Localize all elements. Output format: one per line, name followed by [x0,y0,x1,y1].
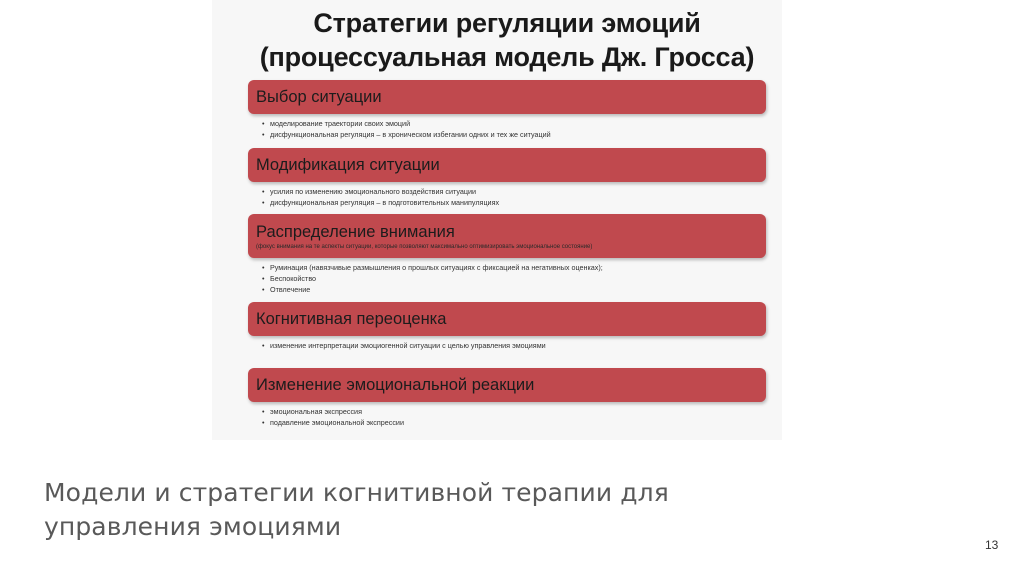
strategy-block [248,368,766,428]
bullet-item: • изменение интерпретации эмоциогенной ситуации с целью управления эмоциями [262,340,766,351]
bullet-item: • дисфункциональная регуляция – в хроническом избегании одних и тех же ситуаций [262,129,766,140]
strategy-bullets [248,258,766,300]
strategy-label: Выбор ситуации [256,87,382,106]
strategy-block [248,302,766,368]
strategy-block [248,148,766,212]
bullet-item: • Руминация (навязчивые размышления о прошлых ситуациях с фиксацией на негативных оценках); [262,262,766,273]
strategy-bar [248,368,766,402]
bullet-item: • Отвлечение [262,284,766,295]
strategy-label: Изменение эмоциональной реакции [256,375,535,394]
strategy-label: Модификация ситуации [256,155,440,174]
page-number: 13 [985,538,999,552]
strategy-note: (фокус внимания на те аспекты ситуации, которые позволяют максимально оптимизировать эмоциональное состояние) [256,243,593,250]
strategy-block [248,214,766,300]
bullet-item: • подавление эмоциональной экспрессии [262,417,766,428]
bullet-item: • эмоциональная экспрессия [262,406,766,417]
strategy-bar [248,148,766,182]
title-line-2: (процессуальная модель Дж. Гросса) [259,42,755,72]
bullet-item: • Беспокойство [262,273,766,284]
strategy-bar [248,302,766,336]
strategy-label: Когнитивная переоценка [256,309,447,328]
strategy-block [248,80,766,144]
bullet-item: • моделирование траектории своих эмоций [262,118,766,129]
bullet-item: • дисфункциональная регуляция – в подготовительных манипуляциях [262,197,766,208]
slide-caption: Модели и стратегии когнитивной терапии для управления эмоциями [44,478,669,541]
slide-title [248,6,766,74]
bullet-item: • усилия по изменению эмоционального воздействия ситуации [262,186,766,197]
strategy-bullets [248,336,766,368]
strategy-bullets [248,182,766,212]
strategy-label: Распределение внимания [256,222,455,241]
strategy-bullets [248,402,766,428]
slide-image [212,0,782,440]
strategy-bullets [248,114,766,144]
strategy-bar [248,80,766,114]
strategy-bar [248,214,766,258]
title-line-1: Стратегии регуляции эмоций [313,8,701,38]
